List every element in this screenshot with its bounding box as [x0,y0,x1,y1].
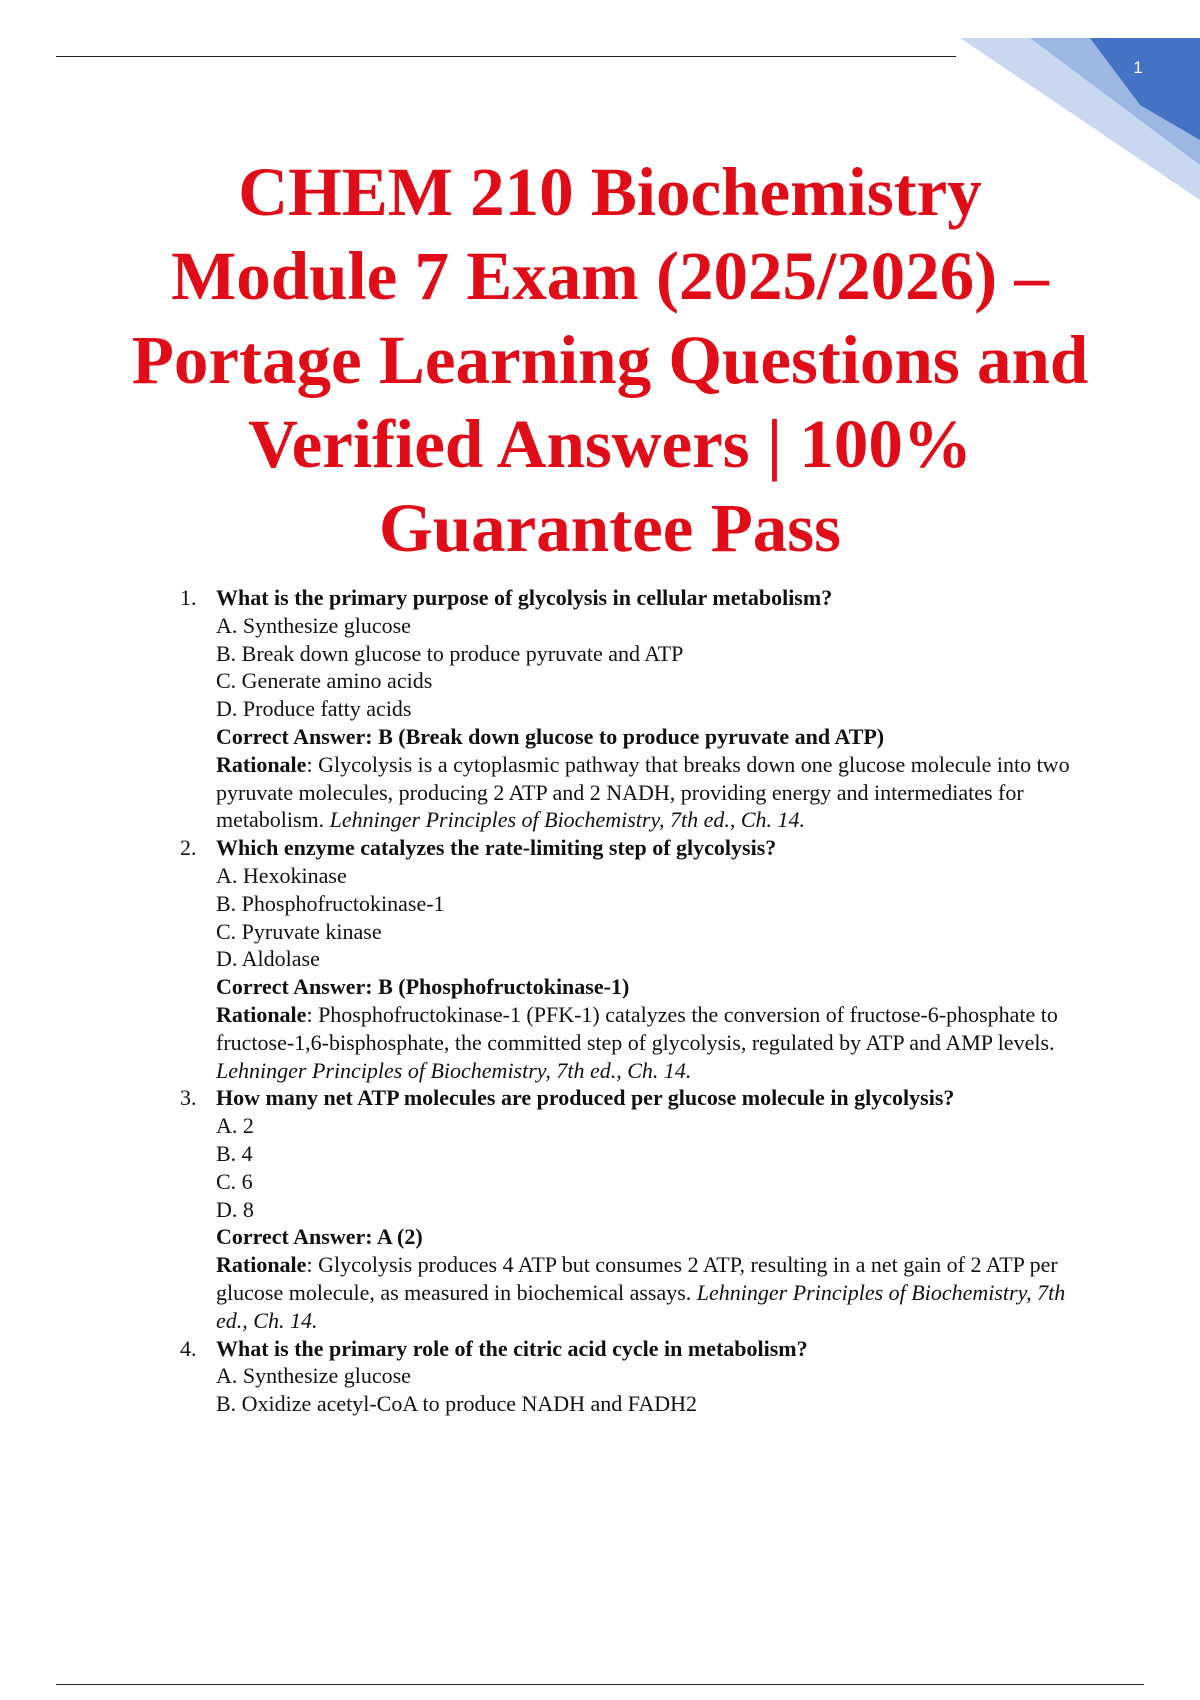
option-b: B. Phosphofructokinase-1 [216,890,445,916]
header-rule [56,56,956,57]
rationale-citation: Lehninger Principles of Biochemistry, 7th ed., Ch. 14. [216,1057,692,1083]
correct-answer: Correct Answer: A (2) [216,1224,423,1250]
document-title: CHEM 210 Biochemistry Module 7 Exam (2025/2026) – Portage Learning Questions and Verified Answers | 100% Guarantee Pass [131,154,1089,566]
option-a: A. Synthesize glucose [216,612,411,638]
option-a: A. Synthesize glucose [216,1363,411,1389]
option-c: C. Generate amino acids [216,668,433,694]
rationale-citation: Lehninger Principles of Biochemistry, 7th ed., Ch. 14. [329,807,806,833]
question-number: 1. [180,585,197,610]
rationale-text: : Glycolysis produces 4 ATP but consumes 2 ATP, resulting in a net gain of 2 ATP per glucose molecule, as measured in biochemical assays. [216,1252,1058,1305]
correct-answer: Correct Answer: B (Phosphofructokinase-1) [216,974,630,1000]
rationale [216,751,1080,834]
option-d: D. 8 [216,1196,254,1222]
option-b: B. 4 [216,1140,253,1166]
rationale-label: Rationale [216,751,307,777]
rationale-text: : Phosphofructokinase-1 (PFK-1) catalyzes the conversion of fructose-6-phosphate to fructose-1,6-bisphosphate, the committed step of glycolysis, regulated by ATP and AMP levels. [216,1001,1058,1055]
question-text: What is the primary purpose of glycolysis in cellular metabolism? [216,585,833,610]
question-item [150,1335,1080,1418]
option-b: B. Oxidize acetyl-CoA to produce NADH and FADH2 [216,1391,698,1417]
question-item [150,834,1080,1084]
page-number: 1 [1133,58,1143,77]
correct-answer: Correct Answer: B (Break down glucose to produce pyruvate and ATP) [216,723,885,749]
option-d: D. Aldolase [216,946,320,972]
rationale [216,1001,1080,1084]
question-text: What is the primary role of the citric acid cycle in metabolism? [216,1335,808,1361]
question-list [150,584,1080,1418]
option-c: C. Pyruvate kinase [216,918,382,944]
question-number: 3. [180,1085,197,1111]
question-number: 2. [180,835,197,861]
question-text: How many net ATP molecules are produced per glucose molecule in glycolysis? [216,1085,955,1111]
option-c: C. 6 [216,1168,253,1194]
question-item [150,1084,1080,1334]
rationale-label: Rationale [216,1252,307,1278]
option-b: B. Break down glucose to produce pyruvate and ATP [216,640,684,666]
option-a: A. 2 [216,1113,254,1139]
question-text: Which enzyme catalyzes the rate-limiting step of glycolysis? [216,835,777,861]
footer-rule [56,1684,1144,1685]
option-d: D. Produce fatty acids [216,696,412,722]
rationale-text: : Glycolysis is a cytoplasmic pathway that breaks down one glucose molecule into two pyruvate molecules, producing 2 ATP and 2 NADH, providing energy and intermediates for metabolism. [216,751,1070,833]
question-number: 4. [180,1335,197,1361]
rationale [216,1251,1080,1334]
rationale-citation: Lehninger Principles of Biochemistry, 7th ed., Ch. 14. [216,1279,1066,1333]
question-item [150,584,1080,834]
rationale-label: Rationale [216,1001,307,1027]
option-a: A. Hexokinase [216,862,347,888]
